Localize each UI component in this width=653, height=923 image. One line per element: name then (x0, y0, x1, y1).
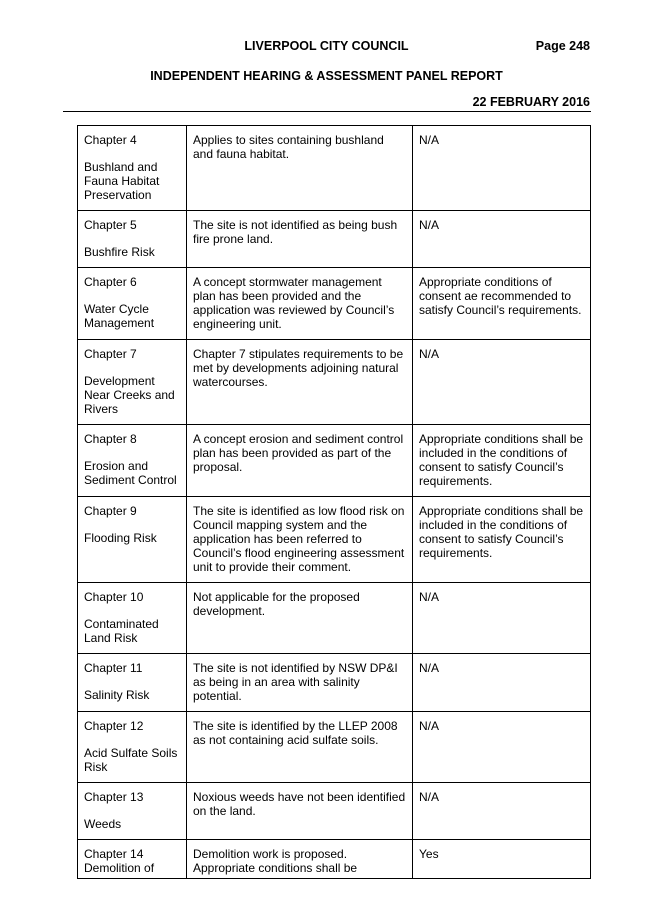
page-number: Page 248 (535, 39, 590, 53)
header-divider (63, 111, 591, 112)
chapter-cell (78, 497, 187, 583)
table-row (78, 712, 591, 783)
compliance-cell: N/A (413, 783, 591, 840)
chapter-cell (78, 583, 187, 654)
table-row (78, 783, 591, 840)
compliance-cell: N/A (413, 340, 591, 425)
chapter-topic: Water Cycle Management (84, 302, 155, 330)
chapter-topic: Bushland and Fauna Habitat Preservation (84, 160, 160, 202)
chapter-topic: Erosion and Sediment Control (84, 459, 177, 487)
table-row (78, 268, 591, 340)
chapter-number: Chapter 9 (84, 504, 137, 518)
chapter-number: Chapter 13 (84, 790, 144, 804)
chapter-number: Chapter 12 (84, 719, 144, 733)
report-title: INDEPENDENT HEARING & ASSESSMENT PANEL REPORT (150, 69, 503, 83)
chapter-topic: Bushfire Risk (84, 245, 155, 259)
compliance-cell: N/A (413, 126, 591, 211)
table-row (78, 654, 591, 712)
council-name: LIVERPOOL CITY COUNCIL (244, 39, 409, 53)
table-row (78, 497, 591, 583)
comment-cell: Not applicable for the proposed development. (187, 583, 413, 654)
chapter-cell (78, 712, 187, 783)
chapter-cell (78, 654, 187, 712)
chapter-topic: Contaminated Land Risk (84, 617, 159, 645)
comment-cell: A concept stormwater management plan has been provided and the application was reviewed by Council’s engineering unit. (187, 268, 413, 340)
table-row (78, 425, 591, 497)
chapter-topic: Development Near Creeks and Rivers (84, 374, 175, 416)
comment-cell: The site is identified by the LLEP 2008 as not containing acid sulfate soils. (187, 712, 413, 783)
comment-cell: Noxious weeds have not been identified on the land. (187, 783, 413, 840)
comment-cell: The site is identified as low flood risk on Council mapping system and the application has been referred to Council’s flood engineering assessment unit to provide their comment. (187, 497, 413, 583)
compliance-cell: N/A (413, 211, 591, 268)
chapter-cell (78, 211, 187, 268)
chapter-cell (78, 340, 187, 425)
chapter-number: Chapter 11 (84, 661, 143, 675)
chapter-topic: Acid Sulfate Soils Risk (84, 746, 178, 774)
chapter-number: Chapter 14 (84, 847, 144, 861)
table-row (78, 211, 591, 268)
chapter-cell (78, 126, 187, 211)
chapter-topic: Weeds (84, 817, 122, 831)
chapter-topic: Salinity Risk (84, 688, 150, 702)
compliance-cell: N/A (413, 583, 591, 654)
comment-cell: The site is not identified as being bush fire prone land. (187, 211, 413, 268)
chapter-number: Chapter 6 (84, 275, 137, 289)
comment-cell: Applies to sites containing bushland and fauna habitat. (187, 126, 413, 211)
chapter-cell (78, 425, 187, 497)
compliance-cell: N/A (413, 654, 591, 712)
chapter-cell (78, 783, 187, 840)
compliance-cell: Appropriate conditions shall be included in the conditions of consent to satisfy Council’s requirements. (413, 425, 591, 497)
chapter-cell (78, 840, 187, 879)
table-row (78, 340, 591, 425)
chapter-topic: Demolition of (84, 861, 155, 875)
compliance-cell: N/A (413, 712, 591, 783)
chapter-number: Chapter 8 (84, 432, 137, 446)
chapter-cell (78, 268, 187, 340)
chapter-number: Chapter 7 (84, 347, 137, 361)
report-date: 22 FEBRUARY 2016 (472, 95, 590, 109)
comment-cell: The site is not identified by NSW DP&I as being in an area with salinity potential. (187, 654, 413, 712)
table-row (78, 840, 591, 879)
compliance-cell: Yes (413, 840, 591, 879)
comment-cell: Demolition work is proposed. Appropriate conditions shall be (187, 840, 413, 879)
compliance-table (77, 125, 591, 879)
comment-cell: A concept erosion and sediment control plan has been provided as part of the proposal. (187, 425, 413, 497)
compliance-cell: Appropriate conditions of consent ae recommended to satisfy Council’s requirements. (413, 268, 591, 340)
comment-cell: Chapter 7 stipulates requirements to be met by developments adjoining natural watercourses. (187, 340, 413, 425)
compliance-cell: Appropriate conditions shall be included in the conditions of consent to satisfy Council’s requirements. (413, 497, 591, 583)
chapter-number: Chapter 10 (84, 590, 144, 604)
chapter-topic: Flooding Risk (84, 531, 157, 545)
chapter-number: Chapter 4 (84, 133, 137, 147)
table-row (78, 583, 591, 654)
table-row (78, 126, 591, 211)
chapter-number: Chapter 5 (84, 218, 137, 232)
